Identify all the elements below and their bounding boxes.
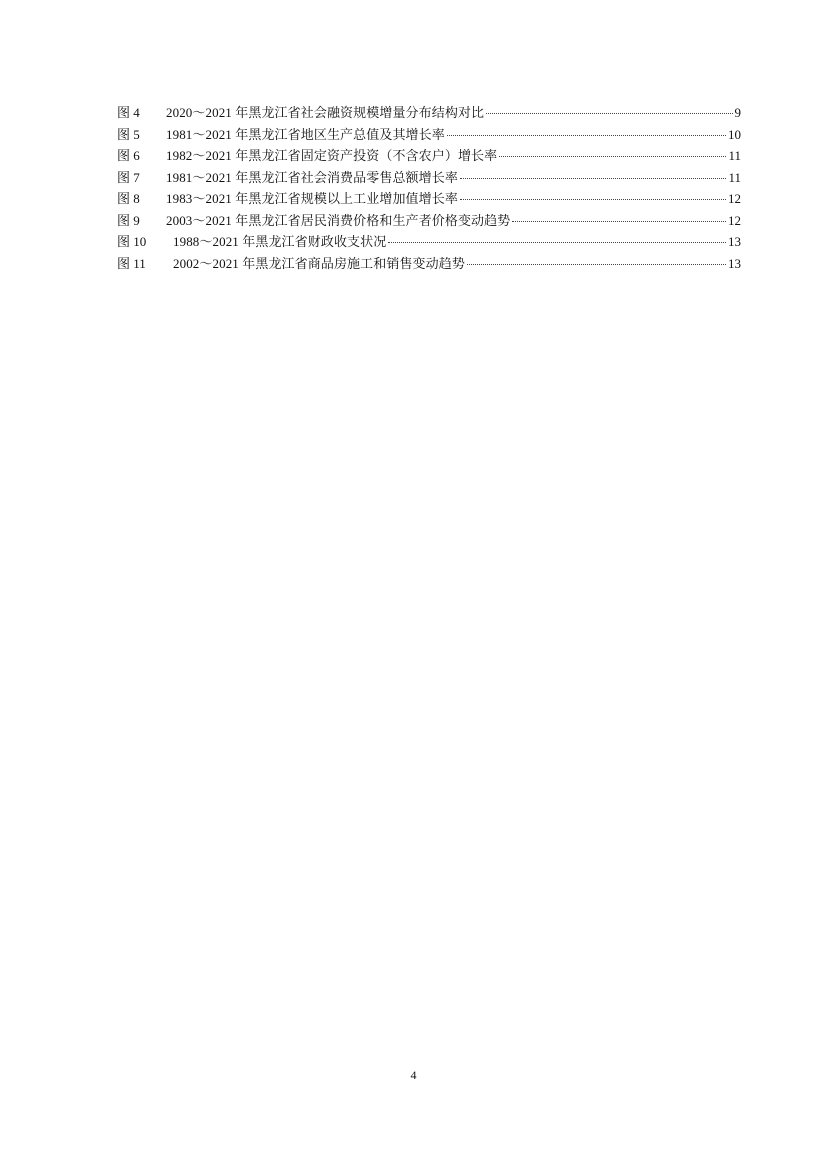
- dot-leader: [486, 113, 732, 114]
- figure-entry-5[interactable]: [117, 124, 741, 146]
- figure-entry-11[interactable]: [117, 253, 741, 275]
- figure-title: 1988～2021 年黑龙江省财政收支状况: [173, 234, 387, 249]
- figure-title: 1981～2021 年黑龙江省地区生产总值及其增长率: [166, 126, 445, 142]
- dot-leader: [388, 242, 726, 243]
- dot-leader: [447, 135, 726, 136]
- figure-page-number: 12: [728, 212, 741, 228]
- figure-list: [117, 102, 741, 274]
- figure-page-number: 10: [728, 126, 741, 142]
- dot-leader: [460, 199, 726, 200]
- figure-entry-4[interactable]: [117, 102, 741, 124]
- figure-title: 2003～2021 年黑龙江省居民消费价格和生产者价格变动趋势: [166, 212, 511, 228]
- figure-entry-9[interactable]: [117, 210, 741, 232]
- figure-page-number: 11: [728, 169, 741, 185]
- figure-page-number: 12: [728, 191, 741, 206]
- figure-title: 1983～2021 年黑龙江省规模以上工业增加值增长率: [166, 191, 458, 206]
- dot-leader: [499, 156, 726, 157]
- figure-label: 图 7: [117, 169, 140, 185]
- figure-title: 1981～2021 年黑龙江省社会消费品零售总额增长率: [166, 169, 458, 185]
- dot-leader: [460, 178, 727, 179]
- dot-leader: [467, 264, 726, 265]
- figure-label: 图 5: [117, 126, 140, 142]
- figure-label: 图 8: [117, 191, 140, 206]
- figure-page-number: 11: [728, 148, 741, 163]
- figure-label: 图 4: [117, 105, 140, 120]
- page-number: 4: [410, 1068, 417, 1082]
- figure-label: 图 9: [117, 212, 140, 228]
- figure-title: 2020～2021 年黑龙江省社会融资规模增量分布结构对比: [166, 105, 485, 120]
- figure-page-number: 13: [728, 255, 741, 271]
- figure-page-number: 13: [728, 234, 741, 249]
- figure-entry-8[interactable]: [117, 188, 741, 210]
- figure-label: 图 10: [117, 234, 147, 249]
- figure-entry-7[interactable]: [117, 167, 741, 189]
- figure-label: 图 6: [117, 148, 140, 163]
- figure-label: 图 11: [117, 255, 146, 271]
- figure-title: 2002～2021 年黑龙江省商品房施工和销售变动趋势: [173, 255, 465, 271]
- dot-leader: [512, 221, 726, 222]
- figure-entry-6[interactable]: [117, 145, 741, 167]
- figure-page-number: 9: [734, 105, 741, 120]
- figure-title: 1982～2021 年黑龙江省固定资产投资（不含农户）增长率: [166, 148, 498, 163]
- figure-entry-10[interactable]: [117, 231, 741, 253]
